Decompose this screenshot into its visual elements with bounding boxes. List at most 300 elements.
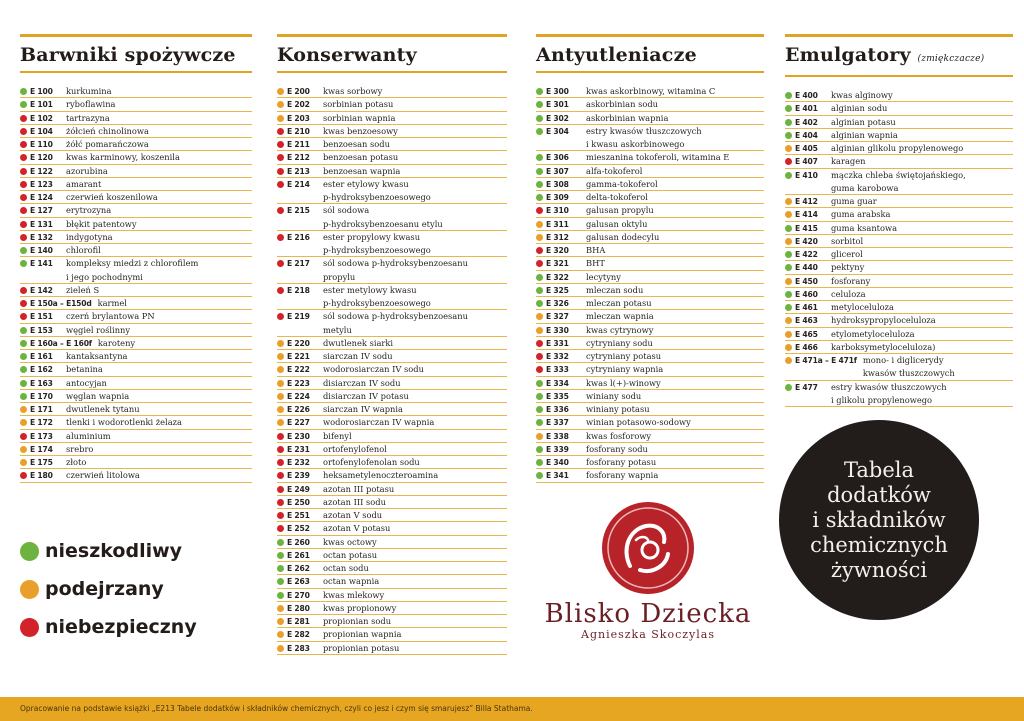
- status-dot-icon: [785, 158, 792, 165]
- additive-row: [277, 310, 507, 337]
- status-dot-icon: [785, 384, 792, 391]
- additive-name: alginian glikolu propylenowego: [831, 143, 964, 153]
- additive-row: [20, 151, 252, 164]
- additive-code: E 218: [287, 285, 310, 295]
- additive-code: E 304: [546, 126, 569, 136]
- additive-row: [277, 350, 507, 363]
- additive-name: octan sodu: [323, 563, 369, 573]
- additive-row: [277, 363, 507, 376]
- additive-name: zieleń S: [66, 284, 100, 295]
- additive-row: [20, 218, 252, 231]
- additive-name: cytryniany potasu: [586, 351, 662, 361]
- additive-name: wodorosiarczan IV sodu: [323, 364, 424, 375]
- additive-code: E 327: [546, 312, 569, 322]
- status-dot-icon: [277, 393, 284, 400]
- additive-code: E 200: [287, 87, 310, 96]
- status-dot-icon: [277, 578, 284, 585]
- additive-row: [536, 363, 764, 376]
- footer-note: Opracowanie na podstawie książki „E213 Tabele dodatków i składników chemicznych, czyli co jesz i czym się smarujesz” Billa Stathama.: [0, 697, 1024, 721]
- additive-code: E 422: [795, 250, 818, 259]
- additive-row: [536, 151, 764, 164]
- additive-name: alginian wapnia: [831, 129, 898, 140]
- additive-code: E 420: [795, 236, 818, 246]
- status-dot-icon: [277, 433, 284, 440]
- status-dot-icon: [20, 353, 27, 360]
- status-dot-icon: [536, 366, 543, 373]
- additive-name: siarczan IV sodu: [323, 351, 393, 361]
- additive-list: [277, 85, 507, 655]
- additive-row: [536, 218, 764, 231]
- additive-code: E 404: [795, 130, 818, 140]
- status-dot-icon: [785, 251, 792, 258]
- additive-code: E 151: [30, 312, 53, 322]
- additive-code: E 102: [30, 113, 53, 123]
- additive-code: E 302: [546, 113, 569, 123]
- additive-name: węgiel roślinny: [66, 324, 131, 335]
- additive-code: E 463: [795, 316, 818, 326]
- additive-name: sól sodowa p-hydroksybenzoesanu propylu: [323, 258, 468, 282]
- additive-code: E 216: [287, 232, 310, 242]
- legend-label: nieszkodliwy: [45, 540, 183, 562]
- additive-row: [536, 377, 764, 390]
- additive-row: [277, 615, 507, 628]
- additive-name: ryboflawina: [66, 99, 116, 110]
- status-dot-icon: [785, 172, 792, 179]
- additive-row: [20, 390, 252, 403]
- additive-row: [277, 469, 507, 482]
- additive-code: E 440: [795, 263, 818, 273]
- additive-name: winiany sodu: [586, 390, 642, 401]
- column-subtitle: (zmiękczacze): [917, 54, 985, 64]
- status-dot-icon: [785, 357, 792, 364]
- additive-row: [277, 98, 507, 111]
- additive-row: [20, 377, 252, 390]
- status-dot-icon: [785, 198, 792, 205]
- status-dot-icon: [277, 168, 284, 175]
- additive-name: erytrozyna: [66, 205, 112, 216]
- additive-row: [785, 102, 1013, 115]
- additive-name: kompleksy miedzi z chlorofilem i jego pochodnymi: [66, 258, 199, 282]
- additive-name: fosforany: [831, 275, 871, 286]
- green-dot-icon: [20, 542, 39, 561]
- additive-code: E 407: [795, 157, 818, 167]
- status-dot-icon: [20, 207, 27, 214]
- status-dot-icon: [536, 181, 543, 188]
- additive-code: E 460: [795, 289, 818, 299]
- additive-name: żółć pomarańczowa: [66, 139, 149, 149]
- additive-code: E 400: [795, 91, 818, 100]
- status-dot-icon: [277, 287, 284, 294]
- additive-name: alginian potasu: [831, 116, 896, 127]
- additive-row: [20, 469, 252, 482]
- additive-row: [536, 390, 764, 403]
- additive-name: BHA: [586, 245, 606, 255]
- status-dot-icon: [536, 287, 543, 294]
- additive-name: kwas karminowy, koszenila: [66, 152, 180, 163]
- additive-code: E 263: [287, 577, 310, 587]
- legend-label: podejrzany: [45, 578, 164, 600]
- additive-row: [277, 642, 507, 655]
- additive-code: E 131: [30, 219, 53, 229]
- additive-name: benzoesan potasu: [323, 152, 399, 163]
- additive-row: [536, 257, 764, 270]
- additive-row: [277, 403, 507, 416]
- status-dot-icon: [785, 238, 792, 245]
- additive-name: cytryniany sodu: [586, 337, 653, 348]
- additive-code: E 466: [795, 342, 818, 352]
- additive-name: betanina: [66, 364, 103, 375]
- additive-code: E 231: [287, 444, 310, 454]
- additive-name: ester etylowy kwasu p-hydroksybenzoesowego: [323, 178, 431, 202]
- additive-name: fosforany potasu: [586, 457, 657, 467]
- additive-row: [536, 443, 764, 456]
- additive-row: [277, 112, 507, 125]
- additive-code: E 311: [546, 219, 569, 229]
- additive-row: [20, 284, 252, 297]
- additive-list: [536, 85, 764, 483]
- additive-code: E 171: [30, 405, 53, 414]
- status-dot-icon: [785, 105, 792, 112]
- status-dot-icon: [277, 525, 284, 532]
- additive-row: [536, 469, 764, 482]
- status-dot-icon: [20, 459, 27, 466]
- status-dot-icon: [536, 260, 543, 267]
- status-dot-icon: [536, 300, 543, 307]
- status-dot-icon: [536, 419, 543, 426]
- additive-code: E 120: [30, 153, 53, 163]
- additive-name: czerń brylantowa PN: [66, 311, 155, 322]
- additive-code: E 224: [287, 391, 310, 401]
- status-dot-icon: [536, 380, 543, 387]
- additive-code: E 282: [287, 630, 310, 640]
- additive-row: [277, 165, 507, 178]
- additive-code: E 340: [546, 458, 569, 467]
- title-badge: Tabela dodatków i składników chemicznych żywności: [779, 420, 979, 620]
- status-dot-icon: [277, 101, 284, 108]
- status-dot-icon: [20, 260, 27, 267]
- additive-code: E 230: [287, 431, 310, 441]
- additive-code: E 333: [546, 365, 569, 375]
- additive-row: [536, 244, 764, 257]
- additive-row: [277, 536, 507, 549]
- status-dot-icon: [20, 313, 27, 320]
- additive-row: [277, 483, 507, 496]
- additive-row: [536, 85, 764, 98]
- additive-row: [785, 288, 1013, 301]
- additive-code: E 212: [287, 153, 310, 163]
- additive-row: [785, 195, 1013, 208]
- status-dot-icon: [785, 119, 792, 126]
- status-dot-icon: [20, 300, 27, 307]
- additive-name: ester propylowy kwasu p-hydroksybenzoesowego: [323, 231, 431, 255]
- additive-name: kwas mlekowy: [323, 589, 385, 600]
- additive-code: E 415: [795, 223, 818, 233]
- additive-row: [277, 443, 507, 456]
- additive-code: E 334: [546, 378, 569, 388]
- additive-code: E 338: [546, 431, 569, 441]
- additive-code: E 150a – E150d: [30, 299, 92, 308]
- additive-row: [536, 98, 764, 111]
- additive-code: E 410: [795, 170, 818, 180]
- status-dot-icon: [20, 141, 27, 148]
- additive-code: E 330: [546, 325, 569, 335]
- additive-row: [785, 381, 1013, 408]
- status-dot-icon: [536, 194, 543, 201]
- column-title: [785, 43, 1013, 71]
- status-dot-icon: [20, 234, 27, 241]
- additive-code: E 220: [287, 338, 310, 348]
- additive-code: E 261: [287, 550, 310, 560]
- additive-code: E 337: [546, 418, 569, 428]
- status-dot-icon: [536, 313, 543, 320]
- additive-code: E 251: [287, 511, 310, 520]
- legend-item-dangerous: [20, 608, 197, 646]
- additive-code: E 101: [30, 100, 53, 110]
- additive-name: czerwień koszenilowa: [66, 192, 158, 202]
- status-dot-icon: [536, 101, 543, 108]
- additive-row: [277, 416, 507, 429]
- additive-name: karboksymetyloceluloza): [831, 341, 936, 352]
- additive-row: [277, 602, 507, 615]
- additive-row: [785, 116, 1013, 129]
- status-dot-icon: [277, 618, 284, 625]
- column-konserwanty: [277, 34, 507, 655]
- additive-name: ester metylowy kwasu p-hydroksybenzoesowego: [323, 284, 431, 308]
- additive-row: [277, 377, 507, 390]
- additive-code: E 322: [546, 272, 569, 282]
- additive-row: [277, 390, 507, 403]
- additive-name: octan potasu: [323, 549, 378, 560]
- status-dot-icon: [536, 168, 543, 175]
- additive-name: karagen: [831, 156, 866, 167]
- additive-name: celuloza: [831, 288, 866, 299]
- additive-code: E 465: [795, 329, 818, 339]
- additive-code: E 223: [287, 378, 310, 388]
- additive-row: [20, 350, 252, 363]
- status-dot-icon: [536, 234, 543, 241]
- additive-code: E 221: [287, 352, 310, 361]
- additive-code: E 335: [546, 391, 569, 401]
- status-dot-icon: [785, 317, 792, 324]
- additive-code: E 402: [795, 117, 818, 127]
- additive-row: [20, 310, 252, 323]
- additive-row: [536, 456, 764, 469]
- additive-row: [785, 314, 1013, 327]
- additive-code: E 280: [287, 603, 310, 613]
- additive-row: [785, 142, 1013, 155]
- status-dot-icon: [536, 115, 543, 122]
- additive-row: [20, 324, 252, 337]
- additive-code: E 104: [30, 126, 53, 136]
- status-dot-icon: [277, 181, 284, 188]
- additive-name: galusan dodecylu: [586, 231, 660, 242]
- additive-name: winiany potasu: [586, 404, 650, 414]
- additive-name: karoteny: [97, 337, 136, 348]
- additive-name: octan wapnia: [323, 576, 380, 587]
- column-title-text: Emulgatory: [785, 44, 911, 66]
- additive-name: estry kwasów tłuszczowych i kwasu askorbinowego: [586, 125, 702, 149]
- status-dot-icon: [277, 486, 284, 493]
- additive-name: fosforany sodu: [586, 443, 648, 454]
- additive-name: srebro: [66, 443, 94, 454]
- status-dot-icon: [20, 340, 27, 347]
- additive-code: E 307: [546, 166, 569, 176]
- status-dot-icon: [785, 331, 792, 338]
- additive-row: [20, 244, 252, 257]
- additive-name: siarczan IV wapnia: [323, 404, 403, 414]
- status-dot-icon: [536, 274, 543, 281]
- additive-row: [536, 350, 764, 363]
- status-dot-icon: [20, 101, 27, 108]
- additive-code: E 471a – E 471f: [795, 356, 857, 365]
- additive-row: [785, 169, 1013, 196]
- additive-name: mleczan wapnia: [586, 311, 654, 322]
- status-dot-icon: [20, 128, 27, 135]
- additive-name: chlorofil: [66, 245, 101, 255]
- additive-name: galusan oktylu: [586, 218, 648, 229]
- additive-code: E 301: [546, 100, 569, 110]
- status-dot-icon: [277, 512, 284, 519]
- additive-name: heksametylenoczteroamina: [323, 470, 439, 481]
- additive-code: E 163: [30, 378, 53, 388]
- additive-row: [277, 138, 507, 151]
- status-dot-icon: [785, 145, 792, 152]
- additive-row: [536, 430, 764, 443]
- additive-name: sorbinian wapnia: [323, 112, 396, 123]
- status-dot-icon: [20, 406, 27, 413]
- additive-row: [20, 416, 252, 429]
- status-dot-icon: [277, 459, 284, 466]
- additive-code: E 170: [30, 391, 53, 401]
- additive-name: propionian wapnia: [323, 629, 402, 640]
- additive-row: [277, 628, 507, 641]
- status-dot-icon: [785, 264, 792, 271]
- additive-row: [277, 178, 507, 205]
- additive-name: mleczan potasu: [586, 298, 652, 308]
- additive-row: [536, 165, 764, 178]
- additive-name: disiarczan IV potasu: [323, 390, 409, 401]
- additive-code: E 174: [30, 444, 53, 454]
- additive-row: [20, 138, 252, 151]
- additive-row: [277, 284, 507, 311]
- additive-list: [20, 85, 252, 483]
- additive-code: E 219: [287, 312, 310, 322]
- additive-row: [785, 208, 1013, 221]
- additive-name: benzoesan wapnia: [323, 165, 401, 176]
- status-dot-icon: [20, 194, 27, 201]
- additive-row: [536, 297, 764, 310]
- additive-code: E 414: [795, 210, 818, 220]
- additive-row: [277, 125, 507, 138]
- additive-code: E 310: [546, 206, 569, 216]
- additive-row: [20, 443, 252, 456]
- status-dot-icon: [20, 181, 27, 188]
- additive-name: hydroksypropyloceluloza: [831, 315, 936, 326]
- additive-name: kwas sorbowy: [323, 86, 383, 96]
- status-dot-icon: [536, 88, 543, 95]
- status-dot-icon: [20, 393, 27, 400]
- additive-code: E 222: [287, 365, 310, 375]
- legend: [20, 532, 197, 646]
- additive-code: E 450: [795, 276, 818, 286]
- additive-code: E 211: [287, 140, 310, 149]
- additive-code: E 260: [287, 537, 310, 547]
- additive-row: [277, 337, 507, 350]
- additive-row: [20, 178, 252, 191]
- status-dot-icon: [536, 393, 543, 400]
- additive-name: guma ksantowa: [831, 222, 898, 233]
- additive-code: E 140: [30, 246, 53, 255]
- additive-name: benzoesan sodu: [323, 139, 390, 149]
- additive-row: [536, 178, 764, 191]
- status-dot-icon: [536, 128, 543, 135]
- additive-name: żółcień chinolinowa: [66, 125, 149, 136]
- brand-author: Agnieszka Skoczylas: [581, 628, 715, 641]
- additive-row: [785, 235, 1013, 248]
- status-dot-icon: [536, 406, 543, 413]
- additive-code: E 339: [546, 444, 569, 454]
- column-title: Barwniki spożywcze: [20, 44, 236, 66]
- additive-row: [20, 337, 252, 350]
- status-dot-icon: [277, 207, 284, 214]
- additive-code: E 124: [30, 193, 53, 202]
- additive-code: E 320: [546, 246, 569, 255]
- additive-name: cytryniany wapnia: [586, 364, 664, 375]
- additive-row: [20, 191, 252, 204]
- additive-code: E 401: [795, 104, 818, 114]
- brand-logo: [533, 500, 763, 660]
- additive-name: delta-tokoferol: [586, 192, 648, 202]
- status-dot-icon: [20, 380, 27, 387]
- additive-code: E 226: [287, 405, 310, 414]
- brand-name: Blisko Dziecka: [544, 599, 752, 629]
- additive-name: azorubina: [66, 165, 108, 176]
- status-dot-icon: [20, 115, 27, 122]
- additive-row: [785, 341, 1013, 354]
- additive-row: [20, 363, 252, 376]
- additive-name: pektyny: [831, 262, 865, 273]
- status-dot-icon: [277, 631, 284, 638]
- additive-name: fosforany wapnia: [586, 470, 659, 481]
- additive-code: E 336: [546, 405, 569, 414]
- status-dot-icon: [20, 472, 27, 479]
- additive-row: [785, 222, 1013, 235]
- status-dot-icon: [785, 211, 792, 218]
- status-dot-icon: [277, 446, 284, 453]
- status-dot-icon: [20, 247, 27, 254]
- status-dot-icon: [277, 366, 284, 373]
- status-dot-icon: [20, 88, 27, 95]
- additive-name: etylometyloceluloza: [831, 328, 915, 339]
- additive-name: sorbitol: [831, 235, 864, 246]
- additive-name: indygotyna: [66, 231, 113, 242]
- additive-row: [536, 125, 764, 152]
- status-dot-icon: [536, 327, 543, 334]
- additive-row: [785, 261, 1013, 274]
- additive-row: [20, 257, 252, 284]
- status-dot-icon: [785, 344, 792, 351]
- additive-code: E 132: [30, 232, 53, 242]
- additive-name: złoto: [66, 457, 87, 467]
- additive-row: [277, 575, 507, 588]
- status-dot-icon: [277, 539, 284, 546]
- additive-row: [536, 191, 764, 204]
- additive-code: E 153: [30, 325, 53, 335]
- additive-name: ortofenylofenolan sodu: [323, 457, 420, 467]
- additive-row: [20, 204, 252, 217]
- additive-row: [785, 301, 1013, 314]
- additive-name: wodorosiarczan IV wapnia: [323, 417, 435, 428]
